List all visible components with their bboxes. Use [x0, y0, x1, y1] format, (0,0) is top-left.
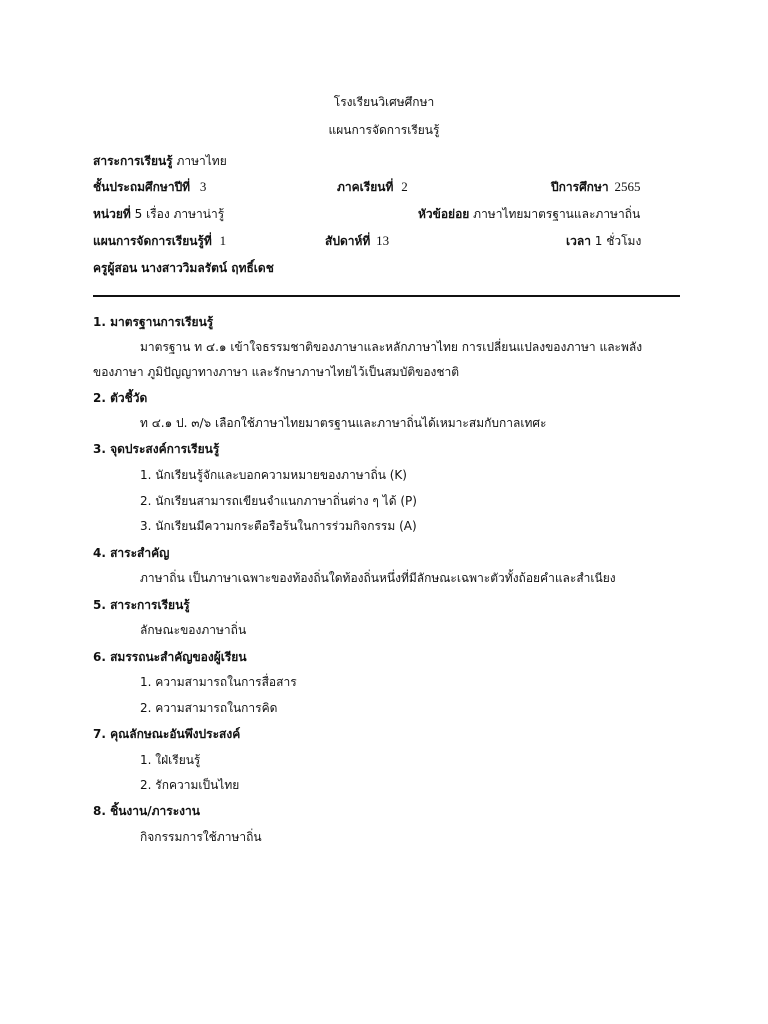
subject-row — [93, 153, 227, 169]
unit-label: หน่วยที่ — [93, 207, 131, 221]
week-field — [325, 233, 389, 249]
grade-value: 3 — [199, 179, 207, 194]
section-7-heading: 7. คุณลักษณะอันพึงประสงค์ — [93, 727, 241, 741]
section-4-line-1: ภาษาถิ่น เป็นภาษาเฉพาะของท้องถิ่นใดท้องถิ่นหนึ่งที่มีลักษณะเฉพาะตัวทั้งถ้อยคำและสำเนียง — [140, 571, 616, 585]
section-8-heading: 8. ชิ้นงาน/ภาระงาน — [93, 804, 200, 818]
time-value: 1 ชั่วโมง — [594, 234, 642, 248]
teacher-value: นางสาววิมลรัตน์ ฤทธิ์เดช — [141, 261, 274, 275]
year-label: ปีการศึกษา — [551, 180, 609, 194]
section-2-heading: 2. ตัวชี้วัด — [93, 391, 148, 405]
subtopic-value: ภาษาไทยมาตรฐานและภาษาถิ่น — [473, 207, 641, 221]
week-label: สัปดาห์ที่ — [325, 234, 371, 248]
horizontal-divider — [93, 295, 680, 297]
subject-value: ภาษาไทย — [176, 154, 227, 168]
section-1-heading: 1. มาตรฐานการเรียนรู้ — [93, 315, 214, 329]
year-field — [551, 179, 640, 195]
plan-value: 1 — [219, 233, 227, 248]
list-item: 3. นักเรียนมีความกระตือรือร้นในการร่วมกิจกรรม (A) — [140, 519, 417, 533]
list-item: 2. รักความเป็นไทย — [140, 778, 240, 792]
section-4-heading: 4. สาระสำคัญ — [93, 546, 170, 560]
list-item: 1. นักเรียนรู้จักและบอกความหมายของภาษาถิ่น (K) — [140, 468, 407, 482]
list-item: 2. ความสามารถในการคิด — [140, 701, 278, 715]
unit-value: 5 เรื่อง ภาษาน่ารู้ — [134, 207, 225, 221]
list-item: 1. ความสามารถในการสื่อสาร — [140, 675, 297, 689]
section-3-heading: 3. จุดประสงค์การเรียนรู้ — [93, 442, 220, 456]
section-2-line-1: ท ๔.๑ ป. ๓/๖ เลือกใช้ภาษาไทยมาตรฐานและภาษาถิ่นได้เหมาะสมกับกาลเทศะ — [140, 416, 547, 430]
subtopic-label: หัวข้อย่อย — [418, 207, 470, 221]
teacher-label: ครูผู้สอน — [93, 261, 138, 275]
term-field — [337, 179, 408, 195]
time-field — [566, 233, 641, 249]
section-1-line-2: ของภาษา ภูมิปัญญาทางภาษา และรักษาภาษาไทยไว้เป็นสมบัติของชาติ — [93, 365, 460, 379]
section-1-line-1: มาตรฐาน ท ๔.๑ เข้าใจธรรมชาติของภาษาและหลักภาษาไทย การเปลี่ยนแปลงของภาษา และพลัง — [140, 340, 643, 354]
list-item: 2. นักเรียนสามารถเขียนจำแนกภาษาถิ่นต่าง ๆ ได้ (P) — [140, 494, 417, 508]
grade-label: ชั้นประถมศึกษาปีที่ — [93, 180, 191, 194]
year-value: 2565 — [614, 179, 641, 194]
week-value: 13 — [376, 233, 390, 248]
section-8-line-1: กิจกรรมการใช้ภาษาถิ่น — [140, 830, 262, 844]
unit-field — [93, 206, 224, 222]
subtopic-field — [418, 206, 640, 222]
grade-field — [93, 179, 206, 195]
section-5-line-1: ลักษณะของภาษาถิ่น — [140, 623, 247, 637]
plan-field — [93, 233, 226, 249]
teacher-row — [93, 260, 274, 276]
term-label: ภาคเรียนที่ — [337, 180, 394, 194]
section-6-heading: 6. สมรรถนะสำคัญของผู้เรียน — [93, 650, 247, 664]
school-name: โรงเรียนวิเศษศึกษา — [333, 95, 435, 109]
time-label: เวลา — [566, 234, 591, 248]
subject-label: สาระการเรียนรู้ — [93, 154, 173, 168]
section-5-heading: 5. สาระการเรียนรู้ — [93, 598, 190, 612]
term-value: 2 — [401, 179, 408, 194]
document-title: แผนการจัดการเรียนรู้ — [328, 123, 440, 137]
list-item: 1. ใฝ่เรียนรู้ — [140, 753, 201, 767]
plan-label: แผนการจัดการเรียนรู้ที่ — [93, 234, 212, 248]
